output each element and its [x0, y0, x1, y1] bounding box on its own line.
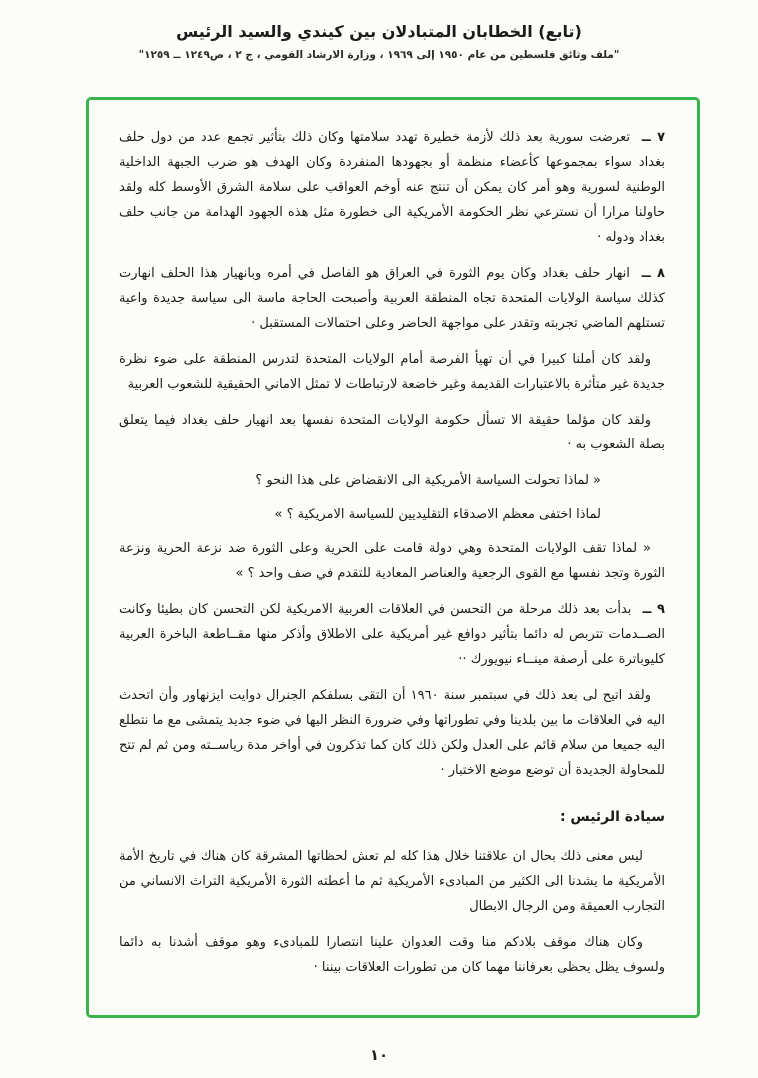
- quote-paragraph-3: « لماذا تقف الولايات المتحدة وهي دولة قامت على الحرية وعلى الثورة ضد نزعة الحرية ونزعة الثورة وتجد نفسها مع القوى الرجعية والعناصر المعادية للتقدم في صف واحد ؟ »: [119, 541, 665, 582]
- paragraph-7-text: تعرضت سورية بعد ذلك لأزمة خطيرة تهدد سلامتها وكان ذلك بتأثير تجمع عدد من دول حلف بغداد سواء بمجموعها كأعضاء منظمة أو بجهودها المنفردة وكان الهدف هو ضرب الجبهة الداخلية الوطنية لسورية وهو أمر كان يمكن أن تنتج عنه أوخم العواقب على سلامة الشرق الأوسط كله ولقد حاولنا مرارا أن نسترعي نظر الحكومة الأمريكية الى خطورة مثل هذه الجهود الهدامة من جانب حلف بغداد ودوله ·: [119, 130, 665, 245]
- quote-line-1: « لماذا تحولت السياسة الأمريكية الى الانقضاض على هذا النحو ؟: [255, 473, 601, 489]
- paragraph-painful: ولقد كان مؤلما حقيقة الا تسأل حكومة الولايات المتحدة نفسها بعد انهيار حلف بغداد فيما يتعلق بصلة الشعوب به ·: [119, 412, 665, 453]
- paragraph-7: [119, 126, 665, 251]
- document-source-line: "ملف وثائق فلسطين من عام ١٩٥٠ إلى ١٩٦٩ ، وزارة الارشاد القومي ، ج ٢ ، ص١٢٤٩ ــ ١٢٥٩": [138, 49, 620, 61]
- paragraph-bright-moments: ليس معنى ذلك بحال ان علاقتنا خلال هذا كله لم تعش لحظاتها المشرقة كان هناك في تاريخ الأمة الأمريكية ما يشدنا الى الكثير من المبادىء الأمريكية ثم ما أعطته الثورة الأمريكية التراث الانساني من التجارب العميقة ومن الرجال الابطال: [119, 848, 665, 914]
- paragraph-hope: ولقد كان أملنا كبيرا في أن تهيأ الفرصة أمام الولايات المتحدة لتدرس المنطقة على ضوء نظرة جديدة غير متأثرة بالاعتبارات القديمة وغير خاضعة لارتباطات لا تمثل الاماني الحقيقية للشعوب العربية: [119, 351, 665, 392]
- document-title: (تابع) الخطابان المتبادلان بين كيندي والسيد الرئيس: [176, 22, 582, 41]
- highlight-frame: [86, 97, 700, 1018]
- paragraph-eisenhower: ولقد اتيح لى بعد ذلك في سبتمبر سنة ١٩٦٠ أن التقى بسلفكم الجنرال دوايت ايزنهاور وأن اتحدث اليه في العلاقات ما بين بلدينا وفي تطوراتها وفي ضرورة النظر اليها في ضوء جديد يتمشى مع ما نتطلع اليه جميعا من سلام قائم على العدل ولكن ذلك كان كما تذكرون في أواخر مدة رياســته ومن ثم لم تتح للمحاولة الجديدة أن توضع موضع الاختبار ·: [119, 688, 665, 778]
- paragraph-7-number: ٧ ــ: [641, 130, 666, 145]
- document-body: [119, 126, 665, 981]
- section-heading-president: سيادة الرئيس :: [559, 808, 665, 825]
- paragraph-gratitude: وكان هناك موقف بلادكم منا وقت العدوان علينا انتصارا للمبادىء وهو موقف أشدنا به دائما ولسوف يظل يحظى بعرفاننا مهما كان من تطورات العلاقات بيننا ·: [119, 934, 665, 975]
- document-header: [0, 22, 758, 61]
- paragraph-8-text: انهار حلف بغداد وكان يوم الثورة في العراق هو الفاصل في أمره وبانهيار هذا الحلف انهارت كذلك سياسة الولايات المتحدة تجاه المنطقة العربية وأصبحت الحاجة ماسة الى سياسة جديدة واعية تستلهم الماضي تجربته وتقدر على مواجهة الحاضر وعلى احتمالات المستقبل ·: [119, 265, 665, 331]
- paragraph-9-text: بدأت بعد ذلك مرحلة من التحسن في العلاقات العربية الامريكية لكن التحسن كان بطيئا وكانت الصــدمات تتربص له دائما بتأثير دوافع غير أمريكية على الاطلاق وأذكر منها مقــاطعة الباخرة العربية كليوباترة على أرصفة مينــاء نيويورك ··: [119, 602, 665, 668]
- paragraph-9-number: ٩ ــ: [642, 602, 665, 618]
- page-number: ١٠: [369, 1046, 389, 1064]
- paragraph-9: [119, 598, 665, 673]
- paragraph-8-number: ٨ ــ: [641, 265, 665, 281]
- paragraph-8: [119, 262, 665, 337]
- quote-line-2: لماذا اختفى معظم الاصدقاء التقليديين للسياسة الامريكية ؟ »: [274, 507, 601, 523]
